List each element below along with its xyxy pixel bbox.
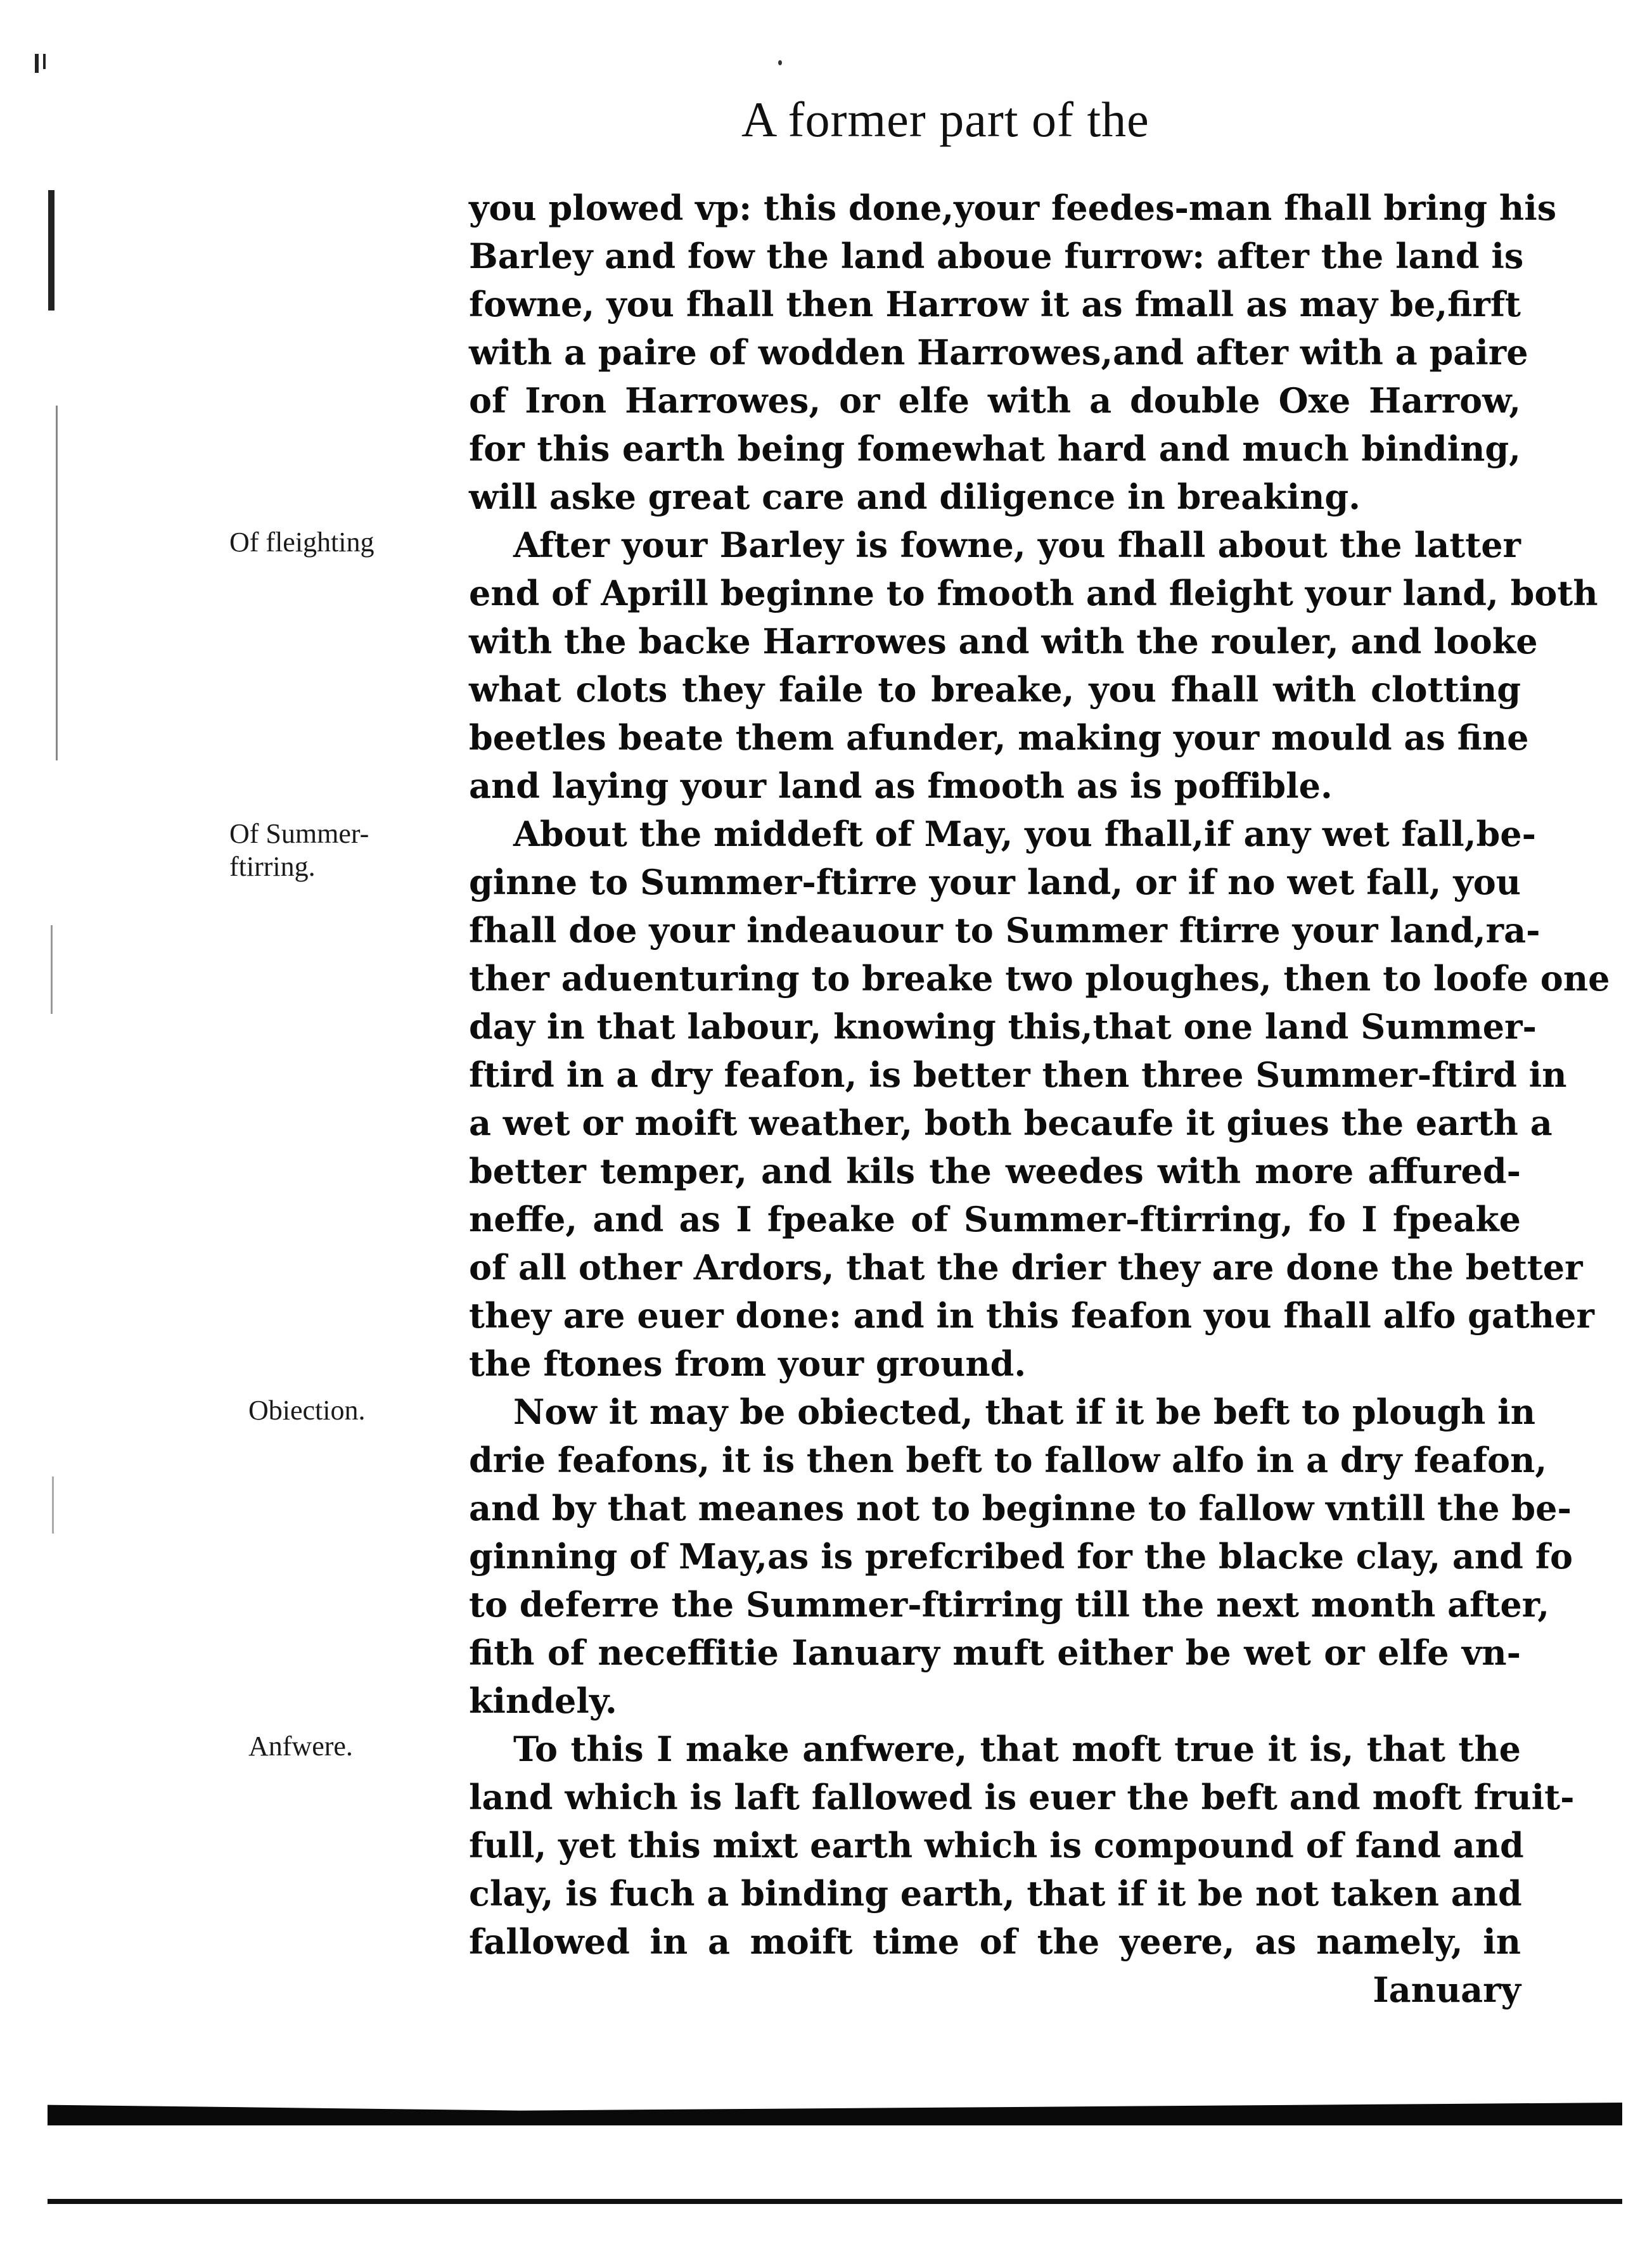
text-line: you plowed vp: this done,your feedes-man fhall bring his — [469, 188, 1557, 228]
text-line: they are euer done: and in this feafon you fhall alfo gather — [469, 1295, 1594, 1336]
text-line: neffe, and as I fpeake of Summer-ftirring, fo I fpeake — [469, 1199, 1521, 1240]
text-line: to deferre the Summer-ftirring till the next month after, — [469, 1584, 1550, 1625]
ink-speck — [778, 60, 782, 65]
margin-note-summer-stirring: Of Summer- ftirring. — [229, 818, 369, 882]
text-line: fith of neceffitie Ianuary muft either be wet or elfe vn- — [469, 1632, 1521, 1673]
text-line: end of Aprill beginne to fmooth and fleight your land, both — [469, 573, 1598, 613]
text-line: ther aduenturing to breake two ploughes, then to loofe one — [469, 958, 1610, 999]
text-line: After your Barley is fowne, you fhall about the latter — [513, 525, 1521, 565]
text-line: fhall doe your indeauour to Summer ftirre your land,ra- — [469, 910, 1540, 951]
text-line: fallowed in a moift time of the yeere, as namely, in — [469, 1921, 1521, 1962]
text-line: beetles beate them afunder, making your mould as fine — [469, 717, 1529, 758]
text-line: ginning of May,as is prefcribed for the blacke clay, and fo — [469, 1536, 1573, 1577]
text-line: better temper, and kils the weedes with more affured- — [469, 1151, 1521, 1191]
text-line: day in that labour, knowing this,that one land Summer- — [469, 1006, 1537, 1047]
text-line: what clots they faile to breake, you fhall with clotting — [469, 669, 1521, 710]
text-line: Now it may be obiected, that if it be beft to plough in — [513, 1392, 1535, 1432]
text-line: ginne to Summer-ftirre your land, or if no wet fall, you — [469, 862, 1521, 902]
text-line: the ftones from your ground. — [469, 1343, 1027, 1384]
text-line: clay, is fuch a binding earth, that if it be not taken and — [469, 1873, 1522, 1914]
text-line: ftird in a dry feafon, is better then three Summer-ftird in — [469, 1054, 1567, 1095]
text-line: and laying your land as fmooth as is poffible. — [469, 765, 1333, 806]
text-line: of Iron Harrowes, or elfe with a double Oxe Harrow, — [469, 380, 1521, 421]
gutter-mark-top — [35, 54, 39, 73]
page-edge-line — [48, 2199, 1622, 2204]
text-line: About the middeft of May, you fhall,if any wet fall,be- — [513, 814, 1537, 854]
margin-note-sleighting: Of fleighting — [229, 527, 375, 558]
text-line: with the backe Harrowes and with the rouler, and looke — [469, 621, 1538, 662]
text-line: kindely. — [469, 1681, 617, 1721]
text-line: drie feafons, it is then beft to fallow alfo in a dry feafon, — [469, 1440, 1547, 1480]
page-edge-shadow — [48, 2103, 1622, 2125]
text-line: To this I make anfwere, that moft true it is, that the — [513, 1729, 1521, 1769]
text-line: fowne, you fhall then Harrow it as fmall as may be,firft — [469, 284, 1521, 324]
text-line: and by that meanes not to beginne to fallow vntill the be- — [469, 1488, 1572, 1528]
margin-note-objection: Obiection. — [248, 1395, 366, 1426]
text-line: full, yet this mixt earth which is compound of fand and — [469, 1825, 1524, 1866]
running-head: A former part of the — [741, 92, 1149, 147]
gutter-mark-top-2 — [43, 54, 46, 69]
margin-note-answere: Anfwere. — [248, 1731, 353, 1762]
text-line: will aske great care and diligence in breaking. — [469, 477, 1361, 517]
gutter-mark-lower-2 — [52, 1477, 54, 1534]
text-line: of all other Ardors, that the drier they are done the better — [469, 1247, 1583, 1288]
catchword: Ianuary — [1373, 1970, 1521, 2010]
text-line: a wet or moift weather, both becaufe it giues the earth a — [469, 1103, 1553, 1143]
text-line: with a paire of wodden Harrowes,and after with a paire — [469, 332, 1528, 373]
gutter-mark-line — [56, 406, 58, 760]
text-line: land which is laft fallowed is euer the beft and moft fruit- — [469, 1777, 1575, 1817]
body-text — [469, 184, 1610, 2014]
text-line: Barley and fow the land aboue furrow: after the land is — [469, 236, 1524, 276]
gutter-mark-main — [48, 190, 54, 311]
text-line: for this earth being fomewhat hard and much binding, — [469, 428, 1521, 469]
gutter-mark-lower — [51, 925, 53, 1014]
